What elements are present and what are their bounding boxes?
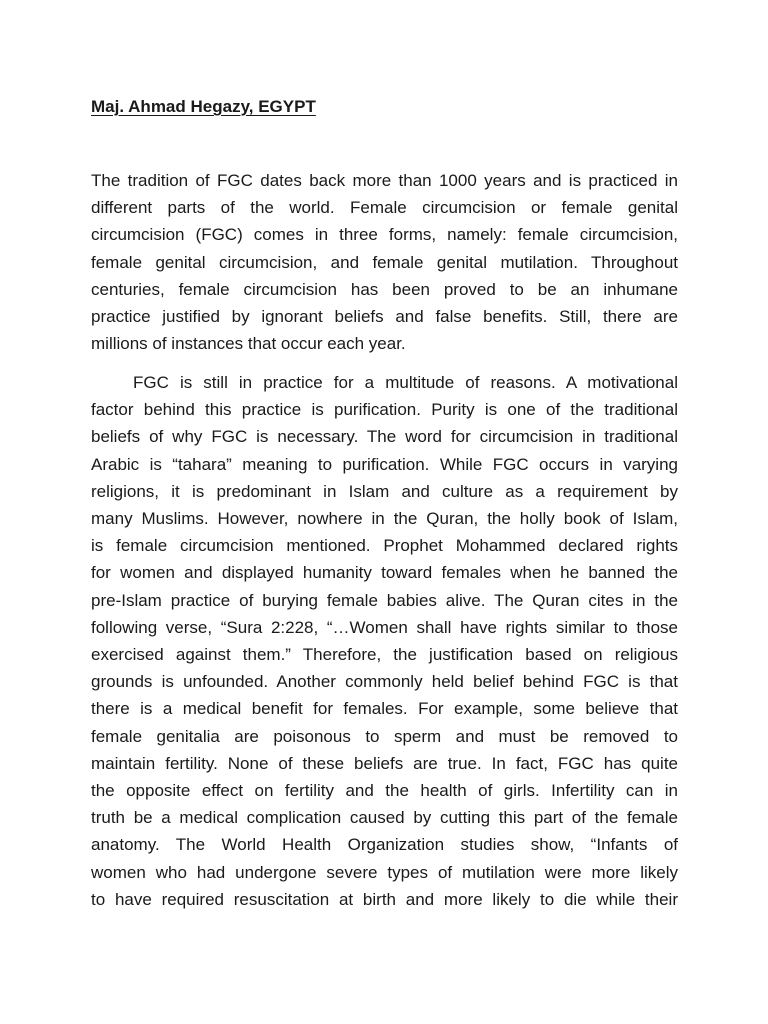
paragraph-1 bbox=[91, 167, 678, 357]
author-heading: Maj. Ahmad Hegazy, EGYPT bbox=[91, 97, 316, 116]
paragraph-line: female genital circumcision, and female genital mutilation. Throughout bbox=[91, 252, 678, 272]
paragraph-2 bbox=[91, 369, 678, 913]
paragraph-line: there is a medical benefit for females. For example, some believe that bbox=[91, 699, 678, 719]
paragraph-line: exercised against them.” Therefore, the justification based on religious bbox=[91, 645, 678, 665]
paragraph-line: truth be a medical complication caused by cutting this part of the female bbox=[91, 808, 678, 828]
paragraph-line: practice justified by ignorant beliefs and false benefits. Still, there are bbox=[91, 307, 678, 327]
paragraph-line: The tradition of FGC dates back more than 1000 years and is practiced in bbox=[91, 171, 678, 190]
paragraph-line: the opposite effect on fertility and the health of girls. Infertility can in bbox=[91, 781, 678, 801]
paragraph-line: Arabic is “tahara” meaning to purification. While FGC occurs in varying bbox=[91, 454, 678, 474]
paragraph-line: FGC is still in practice for a multitude of reasons. A motivational bbox=[133, 373, 678, 392]
paragraph-line: anatomy. The World Health Organization studies show, “Infants of bbox=[91, 835, 678, 855]
paragraph-line: millions of instances that occur each year. bbox=[91, 334, 406, 354]
paragraph-line: following verse, “Sura 2:228, “…Women shall have rights similar to those bbox=[91, 617, 678, 637]
paragraph-line: is female circumcision mentioned. Prophet Mohammed declared rights bbox=[91, 536, 678, 556]
paragraph-line: pre-Islam practice of burying female babies alive. The Quran cites in the bbox=[91, 590, 678, 610]
paragraph-line: grounds is unfounded. Another commonly held belief behind FGC is that bbox=[91, 672, 678, 692]
paragraph-line: maintain fertility. None of these beliefs are true. In fact, FGC has quite bbox=[91, 753, 678, 773]
paragraph-line: female genitalia are poisonous to sperm and must be removed to bbox=[91, 726, 678, 746]
paragraph-line: religions, it is predominant in Islam and culture as a requirement by bbox=[91, 481, 678, 501]
paragraph-line: to have required resuscitation at birth and more likely to die while their bbox=[91, 889, 678, 909]
paragraph-line: centuries, female circumcision has been proved to be an inhumane bbox=[91, 279, 678, 299]
paragraph-line: for women and displayed humanity toward females when he banned the bbox=[91, 563, 678, 583]
paragraph-line: beliefs of why FGC is necessary. The word for circumcision in traditional bbox=[91, 427, 678, 447]
paragraph-line: circumcision (FGC) comes in three forms, namely: female circumcision, bbox=[91, 225, 678, 245]
paragraph-line: many Muslims. However, nowhere in the Quran, the holly book of Islam, bbox=[91, 509, 678, 529]
paragraph-line: women who had undergone severe types of mutilation were more likely bbox=[91, 862, 678, 882]
paragraph-line: factor behind this practice is purification. Purity is one of the traditional bbox=[91, 400, 678, 420]
paragraph-line: different parts of the world. Female circumcision or female genital bbox=[91, 198, 678, 218]
